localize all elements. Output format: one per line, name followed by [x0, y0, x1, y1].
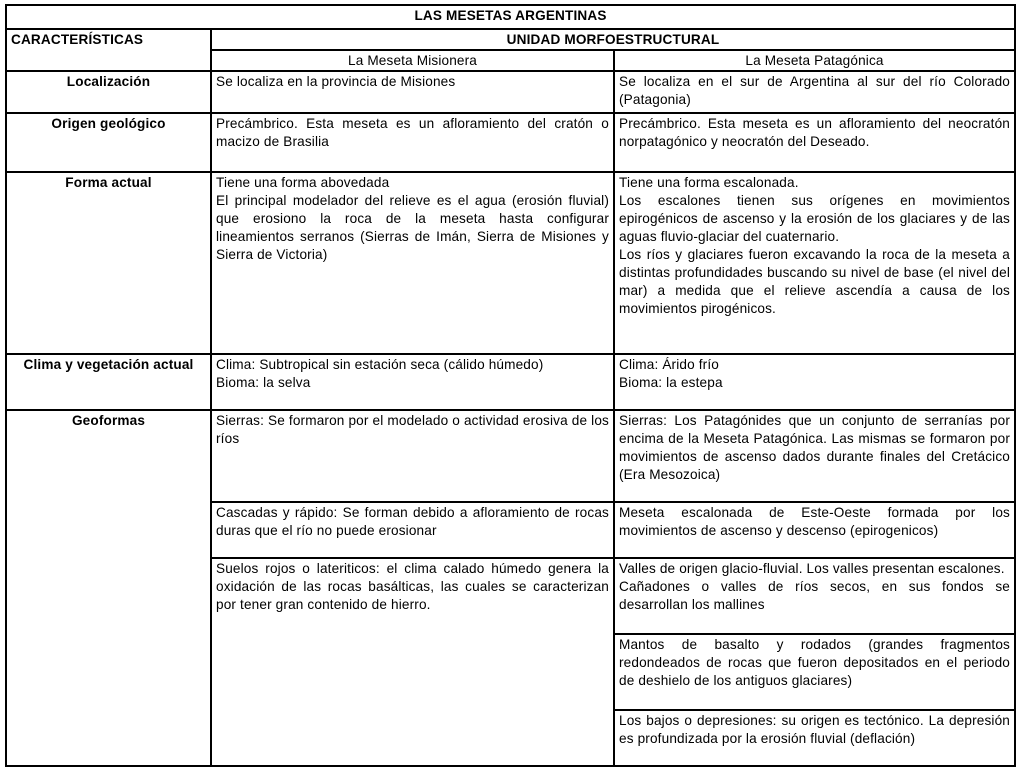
valles-line-2: Cañadones o valles de ríos secos, en sus fondos se desarrollan los mallines	[619, 579, 1010, 612]
cell-origen-misionera: Precámbrico. Esta meseta es un afloramiento del cratón o macizo de Brasilia	[211, 113, 614, 172]
column-header-misionera: La Meseta Misionera	[211, 50, 614, 71]
forma-patagonica-line-2: Los escalones tienen sus orígenes en movimientos epirogénicos de ascenso y la erosión de los glaciares y de las aguas fluvio-glaciar del cuaternario.	[619, 193, 1010, 244]
cell-geoformas-patagonica-bajos: Los bajos o depresiones: su origen es tectónico. La depresión es profundizada por la erosión fluvial (deflación)	[614, 710, 1015, 766]
cell-forma-patagonica	[614, 172, 1015, 354]
forma-misionera-line-1: Tiene una forma abovedada	[216, 175, 390, 190]
clima-patagonica-line-1: Clima: Árido frío	[619, 357, 719, 372]
cell-clima-patagonica	[614, 354, 1015, 410]
cell-geoformas-misionera-cascadas: Cascadas y rápido: Se forman debido a afloramiento de rocas duras que el río no puede erosionar	[211, 502, 614, 558]
table-title: LAS MESETAS ARGENTINAS	[6, 5, 1015, 29]
cell-localizacion-patagonica: Se localiza en el sur de Argentina al sur del río Colorado (Patagonia)	[614, 71, 1015, 113]
row-label-origen: Origen geológico	[6, 113, 211, 172]
header-characteristics: CARACTERÍSTICAS	[6, 29, 211, 71]
valles-line-1: Valles de origen glacio-fluvial. Los valles presentan escalones.	[619, 561, 1005, 576]
cell-localizacion-misionera: Se localiza en la provincia de Misiones	[211, 71, 614, 113]
clima-patagonica-line-2: Bioma: la estepa	[619, 375, 723, 390]
cell-geoformas-misionera-suelos: Suelos rojos o lateriticos: el clima calado húmedo genera la oxidación de las rocas basálticas, las cuales se caracterizan por tener gran contenido de hierro.	[211, 558, 614, 766]
column-header-patagonica: La Meseta Patagónica	[614, 50, 1015, 71]
clima-misionera-line-1: Clima: Subtropical sin estación seca (cálido húmedo)	[216, 357, 544, 372]
cell-forma-misionera	[211, 172, 614, 354]
forma-misionera-line-2: El principal modelador del relieve es el agua (erosión fluvial) que erosiono la roca de la meseta hasta configurar lineamientos serranos (Sierras de Imán, Sierra de Misiones y Sierra de Victoria)	[216, 193, 609, 262]
forma-patagonica-line-1: Tiene una forma escalonada.	[619, 175, 799, 190]
cell-origen-patagonica: Precámbrico. Esta meseta es un afloramiento del neocratón norpatagónico y neocratón del Deseado.	[614, 113, 1015, 172]
forma-patagonica-line-3: Los ríos y glaciares fueron excavando la roca de la meseta a distintas profundidades buscando su nivel de base (el nivel del mar) a medida que el relieve ascendía a causa de los movimientos pirogénicos.	[619, 247, 1010, 316]
header-unit: UNIDAD MORFOESTRUCTURAL	[211, 29, 1015, 50]
row-label-geoformas: Geoformas	[6, 410, 211, 766]
cell-clima-misionera	[211, 354, 614, 410]
clima-misionera-line-2: Bioma: la selva	[216, 375, 311, 390]
cell-geoformas-patagonica-mantos: Mantos de basalto y rodados (grandes fragmentos redondeados de rocas que fueron depositados en el periodo de deshielo de los antiguos glaciares)	[614, 634, 1015, 710]
cell-geoformas-patagonica-sierras: Sierras: Los Patagónides que un conjunto de serranías por encima de la Meseta Patagónica. Las mismas se formaron por movimientos de ascenso dados durante finales del Cretácico (Era Mesozoica)	[614, 410, 1015, 502]
row-label-localizacion: Localización	[6, 71, 211, 113]
row-label-forma: Forma actual	[6, 172, 211, 354]
cell-geoformas-patagonica-valles	[614, 558, 1015, 634]
row-label-clima: Clima y vegetación actual	[6, 354, 211, 410]
cell-geoformas-misionera-sierras: Sierras: Se formaron por el modelado o actividad erosiva de los ríos	[211, 410, 614, 502]
mesetas-table	[5, 4, 1016, 767]
cell-geoformas-patagonica-meseta: Meseta escalonada de Este-Oeste formada por los movimientos de ascenso y descenso (epirogenicos)	[614, 502, 1015, 558]
